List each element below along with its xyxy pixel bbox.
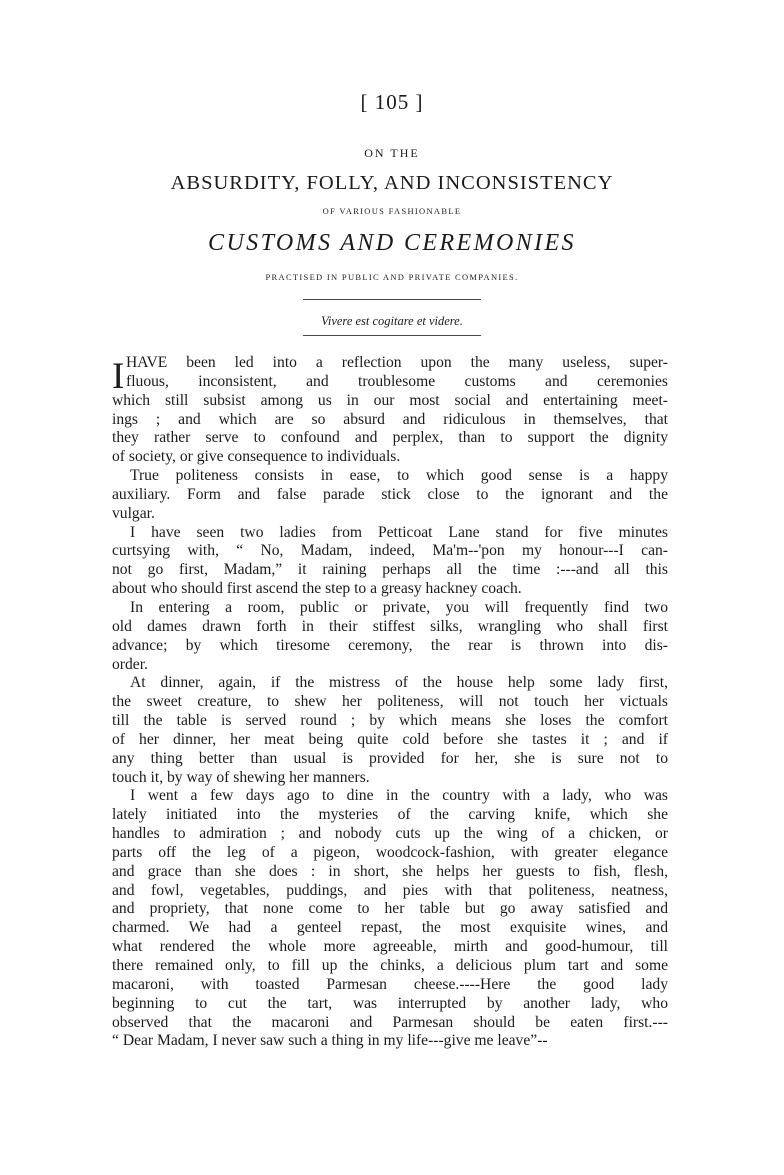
text-line: touch it, by way of shewing her manners. [112, 768, 370, 786]
text-line: what rendered the whole more agreeable, mirth and good-humour, till [112, 938, 668, 956]
text-line: and propriety, that none come to her table but go away satisfied and [112, 900, 668, 918]
text-line: At dinner, again, if the mistress of the house help some lady first, [130, 674, 668, 692]
text-line: and grace than she does : in short, she helps her guests to fish, flesh, [112, 862, 668, 880]
essay-title: ABSURDITY, FOLLY, AND INCONSISTENCY [170, 172, 614, 194]
text-line: parts off the leg of a pigeon, woodcock-fashion, with greater elegance [112, 843, 668, 861]
text-line: lately initiated into the mysteries of the carving knife, which she [112, 806, 668, 824]
text-line: not go first, Madam,” it raining perhaps all the time :---and all this [112, 561, 668, 579]
text-line: which still subsist among us in our most social and entertaining meet- [112, 391, 668, 409]
heading-practised: PRACTISED IN PUBLIC AND PRIVATE COMPANIES. [265, 272, 519, 282]
drop-cap: I [112, 356, 125, 397]
text-line: advance; by which tiresome ceremony, the rear is thrown into dis- [112, 636, 668, 654]
heading-on-the: ON THE [364, 146, 420, 160]
text-line: HAVE been led into a reflection upon the many useless, super- [126, 354, 668, 371]
heading-of-various: OF VARIOUS FASHIONABLE [322, 206, 462, 216]
text-line: True politeness consists in ease, to which good sense is a happy [130, 467, 668, 485]
text-line: of her dinner, her meat being quite cold before she tastes it ; and if [112, 730, 668, 748]
text-line: fluous, inconsistent, and troublesome customs and ceremonies [126, 372, 668, 390]
text-line: about who should first ascend the step to a greasy hackney coach. [112, 580, 522, 598]
divider-rule [303, 299, 481, 300]
text-line: I went a few days ago to dine in the country with a lady, who was [130, 787, 668, 805]
text-line: they rather serve to confound and perplex, than to support the dignity [112, 429, 668, 447]
divider-rule [303, 335, 481, 336]
text-line: I have seen two ladies from Petticoat Lane stand for five minutes [130, 523, 668, 541]
essay-title-2: CUSTOMS AND CEREMONIES [208, 230, 576, 256]
text-line: observed that the macaroni and Parmesan should be eaten first.--- [112, 1013, 668, 1031]
text-line: beginning to cut the tart, was interrupted by another lady, who [112, 994, 668, 1012]
text-line: order. [112, 655, 148, 673]
text-line: any thing better than usual is provided for her, she is sure not to [112, 749, 668, 767]
body-text [112, 354, 668, 1051]
text-line: till the table is served round ; by which means she loses the comfort [112, 712, 668, 730]
text-line: handles to admiration ; and nobody cuts up the wing of a chicken, or [112, 825, 668, 843]
page-number: [ 105 ] [360, 90, 424, 114]
text-line: auxiliary. Form and false parade stick close to the ignorant and the [112, 485, 668, 503]
text-line: old dames drawn forth in their stiffest silks, wrangling who shall first [112, 617, 668, 635]
text-line: “ Dear Madam, I never saw such a thing in my life---give me leave”-- [112, 1032, 548, 1050]
text-line: and fowl, vegetables, puddings, and pies with that politeness, neatness, [112, 881, 668, 899]
text-line: vulgar. [112, 504, 155, 522]
text-line: In entering a room, public or private, you will frequently find two [130, 598, 668, 616]
text-line: there remained only, to fill up the chinks, a delicious plum tart and some [112, 957, 668, 974]
text-line: the sweet creature, to shew her politeness, will not touch her victuals [112, 693, 668, 711]
text-line: charmed. We had a genteel repast, the most exquisite wines, and [112, 919, 668, 937]
text-line: macaroni, with toasted Parmesan cheese.----Here the good lady [112, 975, 668, 993]
text-line: curtsying with, “ No, Madam, indeed, Ma'm--'pon my honour---I can- [112, 542, 668, 560]
text-line: ings ; and which are so absurd and ridiculous in themselves, that [112, 410, 668, 428]
text-line: of society, or give consequence to individuals. [112, 448, 401, 466]
motto: Vivere est cogitare et videre. [321, 314, 463, 328]
